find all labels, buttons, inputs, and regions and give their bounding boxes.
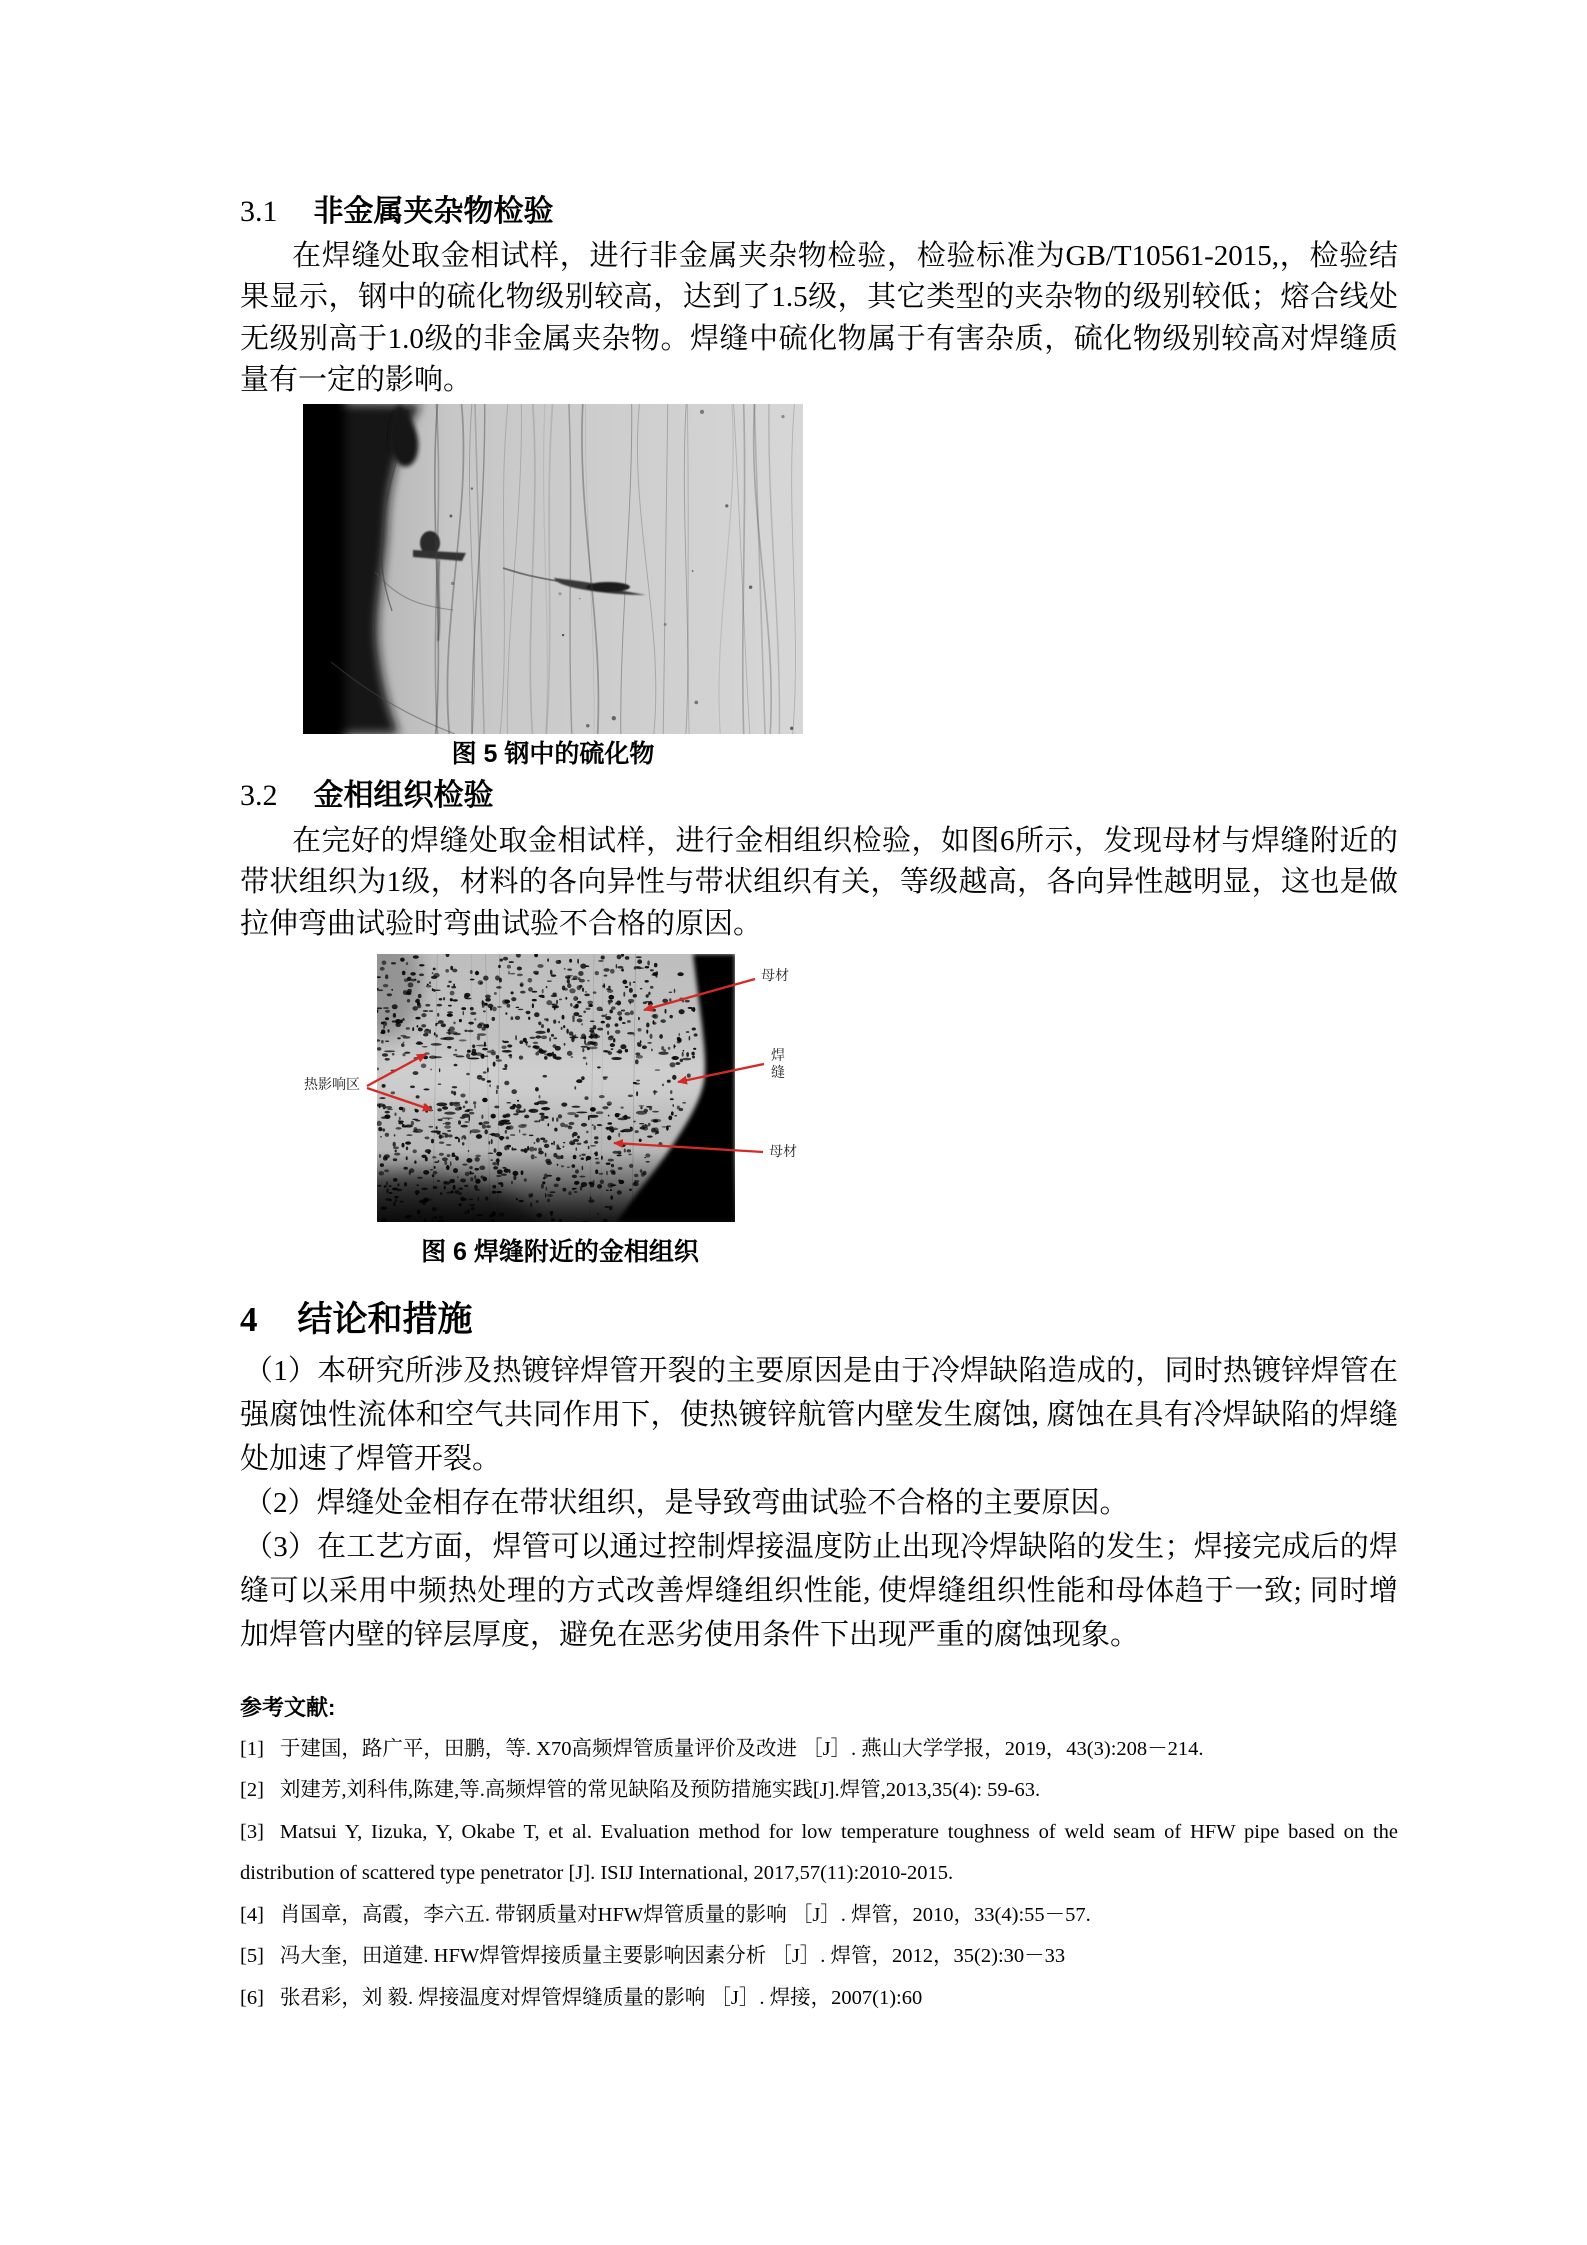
figure-6 <box>0 954 1347 1222</box>
reference-text: Matsui Y, Iizuka, Y, Okabe T, et al. Evaluation method for low temperature toughness of weld seam of HFW pipe based on the distribution of scattered type penetrator [J]. ISIJ International, 2017,57(11):2010-2015. <box>240 1820 1398 1885</box>
figure-5-micrograph-image <box>303 404 803 734</box>
section-3-1-paragraph: 在焊缝处取金相试样，进行非金属夹杂物检验，检验标准为GB/T10561-2015,，检验结果显示，钢中的硫化物级别较高，达到了1.5级，其它类型的夹杂物的级别较低；熔合线处无级别高于1.0级的非金属夹杂物。焊缝中硫化物属于有害杂质，硫化物级别较高对焊缝质量有一定的影响。 <box>240 240 1398 396</box>
section-3-1-title: 非金属夹杂物检验 <box>313 195 554 228</box>
reference-text: 肖国章，高霞，李六五. 带钢质量对HFW焊管质量的影响 ［J］. 焊管，2010，33(4):55－57. <box>279 1903 1091 1926</box>
section-3-2-number: 3.2 <box>240 779 278 813</box>
reference-number: [1] <box>240 1738 264 1761</box>
weld-seam-label: 焊缝 <box>771 1049 785 1082</box>
base-metal-bottom-label: 母材 <box>769 1145 797 1161</box>
reference-number: [5] <box>240 1945 264 1968</box>
base-metal-top-label: 母材 <box>761 969 789 985</box>
figure-6-micrograph-image <box>377 954 735 1222</box>
reference-number: [4] <box>240 1903 264 1926</box>
reference-text: 冯大奎，田道建. HFW焊管焊接质量主要影响因素分析 ［J］. 焊管，2012，35(2):30－33 <box>279 1945 1066 1968</box>
references-list <box>240 1729 1398 2019</box>
reference-text: 张君彩，刘 毅. 焊接温度对焊管焊缝质量的影响 ［J］. 焊接，2007(1):60 <box>279 1986 923 2009</box>
reference-item-1 <box>240 1729 1398 1770</box>
conclusion-item-3: （3）在工艺方面，焊管可以通过控制焊接温度防止出现冷焊缺陷的发生；焊接完成后的焊缝可以采用中频热处理的方式改善焊缝组织性能, 使焊缝组织性能和母体趋于一致; 同时增加焊管内壁的锌层厚度，避免在恶劣使用条件下出现严重的腐蚀现象。 <box>240 1531 1398 1652</box>
section-4-heading <box>240 1295 1398 1345</box>
section-4-title: 结论和措施 <box>297 1300 473 1340</box>
section-4-number: 4 <box>240 1300 258 1340</box>
reference-number: [3] <box>240 1820 264 1843</box>
conclusion-item-2: （2）焊缝处金相存在带状组织，是导致弯曲试验不合格的主要原因。 <box>244 1487 1129 1520</box>
reference-number: [2] <box>240 1779 264 1802</box>
figure-5-caption: 图 5 钢中的硫化物 <box>451 740 655 769</box>
section-3-2-heading <box>240 774 1398 818</box>
figure-5 <box>0 404 1347 734</box>
reference-number: [6] <box>240 1986 264 2009</box>
figure-6-caption: 图 6 焊缝附近的金相组织 <box>421 1238 699 1267</box>
reference-item-6 <box>240 1978 1398 2019</box>
section-3-2-title: 金相组织检验 <box>313 779 494 813</box>
reference-item-4 <box>240 1895 1398 1936</box>
haz-label: 热影响区 <box>304 1078 360 1094</box>
reference-text: 刘建芳,刘科伟,陈建,等.高频焊管的常见缺陷及预防措施实践[J].焊管,2013,35(4): 59-63. <box>279 1779 1041 1802</box>
section-3-1-heading <box>240 190 1398 234</box>
references-heading: 参考文献: <box>240 1695 336 1721</box>
reference-item-5 <box>240 1936 1398 1977</box>
reference-text: 于建国，路广平，田鹏，等. X70高频焊管质量评价及改进 ［J］. 燕山大学学报，2019，43(3):208－214. <box>279 1738 1204 1761</box>
reference-item-3 <box>240 1812 1398 1895</box>
section-3-2-paragraph: 在完好的焊缝处取金相试样，进行金相组织检验，如图6所示，发现母材与焊缝附近的带状组织为1级，材料的各向异性与带状组织有关，等级越高，各向异性越明显，这也是做拉伸弯曲试验时弯曲试验不合格的原因。 <box>240 825 1398 940</box>
section-3-1-number: 3.1 <box>240 195 278 228</box>
reference-item-2 <box>240 1770 1398 1811</box>
conclusions-list <box>240 1349 1398 1657</box>
conclusion-item-1: （1）本研究所涉及热镀锌焊管开裂的主要原因是由于冷焊缺陷造成的，同时热镀锌焊管在强腐蚀性流体和空气共同作用下，使热镀锌航管内壁发生腐蚀, 腐蚀在具有冷焊缺陷的焊缝处加速了焊管开裂。 <box>240 1355 1398 1476</box>
